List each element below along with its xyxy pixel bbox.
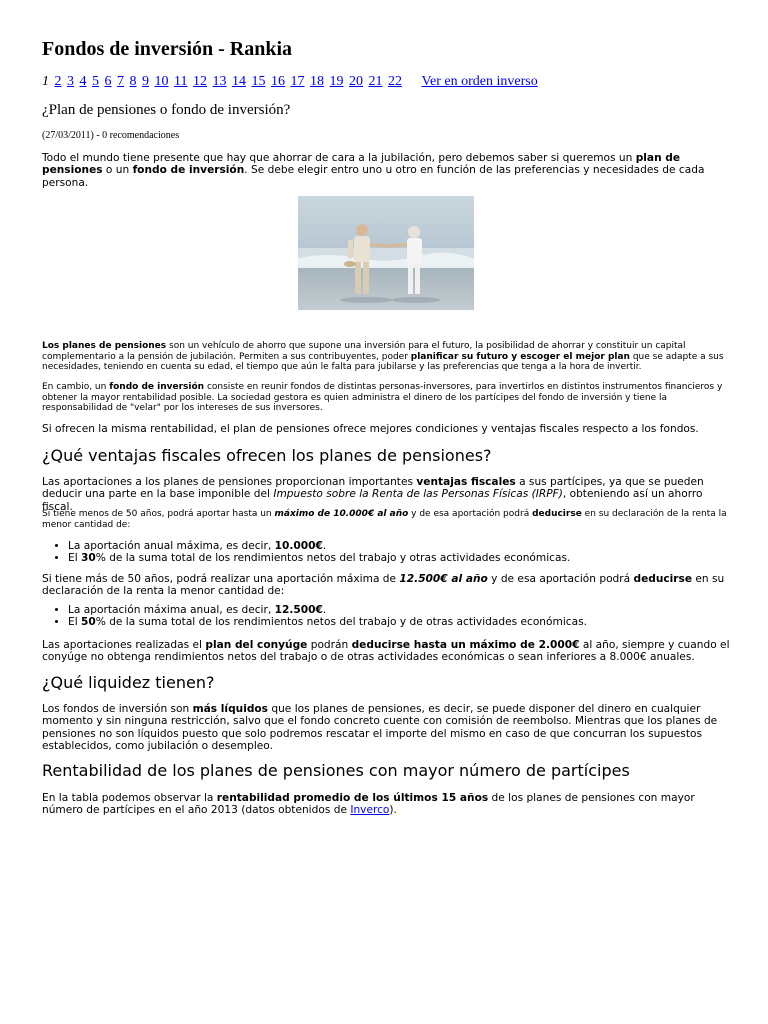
heading-rentabilidad: Rentabilidad de los planes de pensiones con mayor número de partícipes xyxy=(42,761,630,780)
list-item: • La aportación anual máxima, es decir, 10.000€. xyxy=(68,540,758,552)
pager-link-18[interactable]: 18 xyxy=(309,74,324,89)
intro-paragraph: Todo el mundo tiene presente que hay que ahorrar de cara a la jubilación, pero debemos saber si queremos un plan de pensiones o un fondo de inversión. Se debe elegir entro uno u otro en función de las preferencias y necesidades de cada persona. xyxy=(42,152,705,189)
pager-link-19[interactable]: 19 xyxy=(329,74,344,89)
aportaciones-paragraph: Las aportaciones a los planes de pensiones proporcionan importantes ventajas fiscales a sus partícipes, ya que se pueden deducir una parte en la base imponible del Impuesto sobre la Renta de las Personas Físicas (IRPF), obteniendo así un ahorro fiscal. xyxy=(42,476,704,513)
post-title: ¿Plan de pensiones o fondo de inversión? xyxy=(42,102,291,118)
pager-link-22[interactable]: 22 xyxy=(387,74,402,89)
liquidez-paragraph: Los fondos de inversión son más líquidos que los planes de pensiones, es decir, se puede disponer del dinero en cualquier momento y sin ninguna restricción, salvo que el fondo concreto cuente con comisión de reembolso. Mientras que los planes de pensiones no son líquidos puesto que solo podremos rescatar el importe del mismo en caso de que concurran los supuestos establecidos, como jubilación o desempleo. xyxy=(42,703,718,752)
couple-beach-photo xyxy=(298,196,474,310)
inverco-link[interactable]: Inverco xyxy=(350,804,390,817)
pager-link-13[interactable]: 13 xyxy=(212,74,227,89)
pagination xyxy=(42,74,540,90)
pager-link-4[interactable]: 4 xyxy=(79,74,87,89)
pager-link-11[interactable]: 11 xyxy=(174,74,188,89)
page-title: Fondos de inversión - Rankia xyxy=(42,38,293,60)
list-item: • El 50% de la suma total de los rendimientos netos del trabajo y de otras actividades económicas. xyxy=(68,616,758,628)
pager-link-2[interactable]: 2 xyxy=(54,74,62,89)
pager-link-15[interactable]: 15 xyxy=(251,74,266,89)
pager-link-21[interactable]: 21 xyxy=(368,74,383,89)
pager-link-7[interactable]: 7 xyxy=(117,74,124,89)
conyuge-paragraph: Las aportaciones realizadas el plan del conyúge podrán deducirse hasta un máximo de 2.000€ al año, siempre y cuando el conyúge no obtenga rendimientos netos del trabajo o de otras actividades económicas o sean inferiores a 8.000€ anuales. xyxy=(42,639,730,664)
pager-link-20[interactable]: 20 xyxy=(348,74,363,89)
pager-link-10[interactable]: 10 xyxy=(154,74,169,89)
list-item: • El 30% de la suma total de los rendimientos netos del trabajo y otras actividades económicas. xyxy=(68,552,758,564)
pager-current-page: 1 xyxy=(42,74,49,89)
menos50-paragraph: Si tiene menos de 50 años, podrá aportar hasta un máximo de 10.000€ al año y de esa aportación podrá deducirse en su declaración de la renta la menor cantidad de: xyxy=(42,509,727,530)
pager-link-8[interactable]: 8 xyxy=(129,74,137,89)
couple-beach-illustration xyxy=(298,196,474,310)
pager-link-16[interactable]: 16 xyxy=(270,74,285,89)
list-item: • La aportación máxima anual, es decir, 12.500€. xyxy=(68,604,758,616)
pager-link-5[interactable]: 5 xyxy=(92,74,99,89)
rentabilidad-paragraph: Si ofrecen la misma rentabilidad, el plan de pensiones ofrece mejores condiciones y ventajas fiscales respecto a los fondos. xyxy=(42,423,699,435)
post-meta: (27/03/2011) - 0 recomendaciones xyxy=(42,130,180,141)
heading-liquidez: ¿Qué liquidez tienen? xyxy=(42,673,215,692)
pager-link-9[interactable]: 9 xyxy=(142,74,149,89)
heading-ventajas: ¿Qué ventajas fiscales ofrecen los planes de pensiones? xyxy=(42,446,492,465)
pager-link-3[interactable]: 3 xyxy=(67,74,74,89)
list-menos50 xyxy=(42,540,758,564)
reverse-order-link[interactable]: Ver en orden inverso xyxy=(421,74,538,89)
pager-link-17[interactable]: 17 xyxy=(290,74,305,89)
pager-link-6[interactable]: 6 xyxy=(104,74,112,89)
mas50-paragraph: Si tiene más de 50 años, podrá realizar una aportación máxima de 12.500€ al año y de esa aportación podrá deducirse en su declaración de la renta la menor cantidad de: xyxy=(42,573,725,598)
pager-link-12[interactable]: 12 xyxy=(192,74,207,89)
pager-link-14[interactable]: 14 xyxy=(231,74,246,89)
tabla-paragraph: En la tabla podemos observar la rentabilidad promedio de los últimos 15 años de los planes de pensiones con mayor número de partícipes en el año 2013 (datos obtenidos de Inverco). xyxy=(42,792,695,817)
planes-paragraph: Los planes de pensiones son un vehículo de ahorro que supone una inversión para el futuro, la posibilidad de ahorrar y constituir un capital complementario a la pensión de jubilación. Permiten a sus contribuyentes, poder planificar su futuro y escoger el mejor plan que se adapte a sus necesidades, teniendo en cuenta su edad, el tiempo que aún le falta para jubilarse y las preferencias que tenga a la hora de invertir. xyxy=(42,341,724,373)
list-mas50 xyxy=(42,604,758,628)
fondo-paragraph: En cambio, un fondo de inversión consiste en reunir fondos de distintas personas-inversores, para invertirlos en distintos instrumentos financieros y obtener la mayor rentabilidad posible. La sociedad gestora es quien administra el dinero de los partícipes del fondo de inversión y tiene la responsabilidad de "velar" por los intereses de sus inversores. xyxy=(42,382,723,414)
